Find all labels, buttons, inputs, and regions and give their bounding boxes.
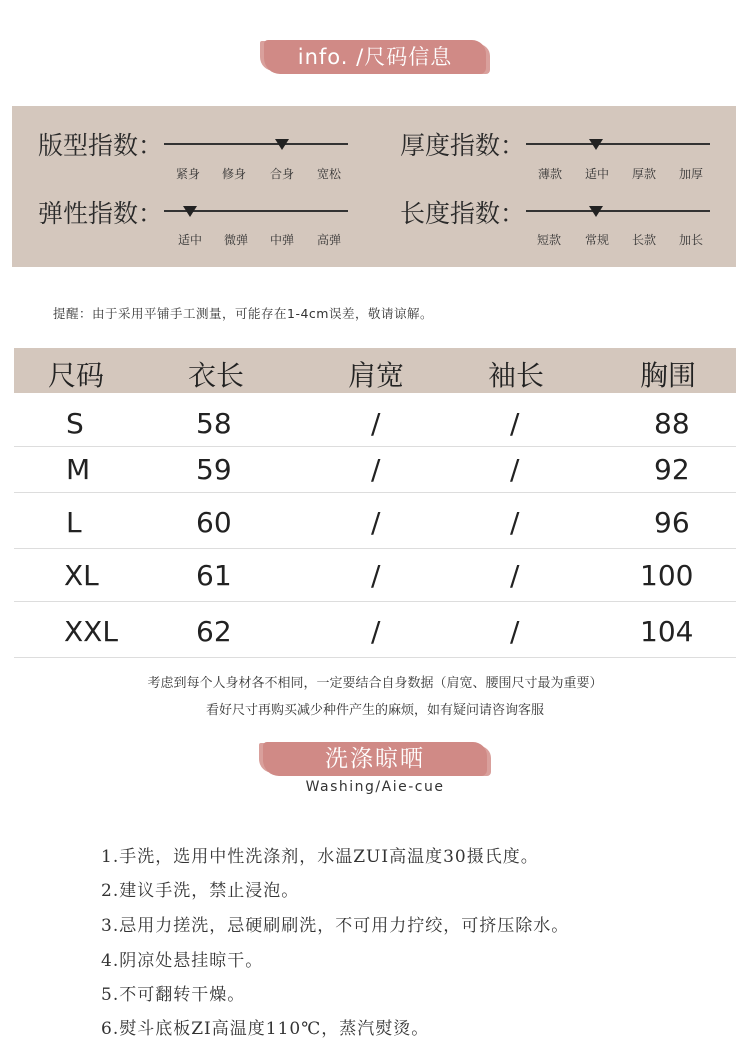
care-step: 3.忌用力搓洗，忌硬刷刷洗，不可用力拧绞，可挤压除水。	[101, 916, 570, 936]
elasticity-index-option: 中弹	[269, 233, 294, 247]
elasticity-index-label: 弹性指数：	[38, 199, 164, 228]
thickness-index-label: 厚度指数：	[400, 131, 526, 160]
length-index-option: 长款	[631, 233, 656, 247]
table-row	[14, 493, 736, 549]
length-index-scale	[526, 210, 710, 212]
thickness-index-option: 适中	[584, 167, 609, 181]
cell-size: S	[66, 407, 84, 440]
fit-index-option: 修身	[221, 167, 246, 181]
cell-shoulder: /	[371, 506, 381, 539]
cell-shoulder: /	[371, 453, 381, 486]
cell-length: 60	[196, 506, 232, 539]
table-row	[14, 602, 736, 658]
thickness-index-option: 薄款	[537, 167, 562, 181]
cell-size: XXL	[64, 615, 118, 648]
table-row	[14, 395, 736, 447]
cell-shoulder: /	[371, 559, 381, 592]
table-row	[14, 549, 736, 602]
size-table-header	[14, 348, 736, 393]
fit-remark: 看好尺寸再购买减少种件产生的麻烦，如有疑问请咨询客服	[205, 703, 544, 718]
thickness-index-option: 加厚	[678, 167, 703, 181]
measurement-note: 提醒：由于采用平铺手工测量，可能存在1-4cm误差，敬请谅解。	[53, 306, 433, 321]
cell-chest: 88	[654, 407, 690, 440]
cell-size: XL	[64, 559, 99, 592]
thickness-index-option: 厚款	[631, 167, 656, 181]
length-index-marker	[589, 206, 603, 217]
header-size: 尺码	[48, 359, 105, 392]
length-index-option: 加长	[678, 233, 703, 247]
thickness-index-scale	[526, 143, 710, 145]
cell-chest: 96	[654, 506, 690, 539]
header-shoulder: 肩宽	[348, 359, 405, 392]
cell-length: 62	[196, 615, 232, 648]
cell-sleeve: /	[510, 615, 520, 648]
cell-chest: 104	[640, 615, 694, 648]
elasticity-index-option: 高弹	[316, 233, 341, 247]
cell-length: 58	[196, 407, 232, 440]
care-step: 2.建议手洗，禁止浸泡。	[101, 881, 300, 901]
washing-subtitle: Washing/Aie-cue	[305, 779, 445, 795]
header-length: 衣长	[188, 359, 245, 392]
fit-remark: 考虑到每个人身材各不相同，一定要结合自身数据（肩宽、腰围尺寸最为重要）	[147, 676, 603, 691]
cell-sleeve: /	[510, 506, 520, 539]
cell-chest: 100	[640, 559, 694, 592]
care-step: 5.不可翻转干燥。	[101, 985, 246, 1005]
fit-index-option: 紧身	[175, 167, 200, 181]
table-row	[14, 447, 736, 493]
cell-sleeve: /	[510, 453, 520, 486]
fit-index-scale	[164, 143, 348, 145]
elasticity-index-marker	[183, 206, 197, 217]
washing-banner: 洗涤晾晒	[263, 742, 487, 776]
care-step: 6.熨斗底板ZI高温度110℃，蒸汽熨烫。	[101, 1019, 430, 1039]
cell-length: 61	[196, 559, 232, 592]
cell-size: L	[66, 506, 82, 539]
length-index-option: 常规	[584, 233, 609, 247]
fit-index-marker	[275, 139, 289, 150]
elasticity-index-option: 适中	[177, 233, 202, 247]
thickness-index-marker	[589, 139, 603, 150]
fit-index-option: 合身	[269, 167, 294, 181]
elasticity-index-option: 微弹	[223, 233, 248, 247]
cell-size: M	[66, 453, 91, 486]
fit-index-label: 版型指数：	[38, 131, 164, 160]
cell-sleeve: /	[510, 559, 520, 592]
length-index-option: 短款	[536, 233, 561, 247]
info-banner: info. /尺码信息	[264, 40, 486, 74]
cell-chest: 92	[654, 453, 690, 486]
cell-shoulder: /	[371, 407, 381, 440]
cell-sleeve: /	[510, 407, 520, 440]
fit-index-panel	[12, 106, 736, 267]
cell-length: 59	[196, 453, 232, 486]
care-step: 4.阴凉处悬挂晾干。	[101, 951, 264, 971]
cell-shoulder: /	[371, 615, 381, 648]
header-sleeve: 袖长	[488, 359, 545, 392]
length-index-label: 长度指数：	[400, 199, 526, 228]
fit-index-option: 宽松	[316, 167, 341, 181]
header-chest: 胸围	[640, 359, 697, 392]
care-step: 1.手洗，选用中性洗涤剂，水温ZUI高温度30摄氏度。	[101, 847, 539, 867]
